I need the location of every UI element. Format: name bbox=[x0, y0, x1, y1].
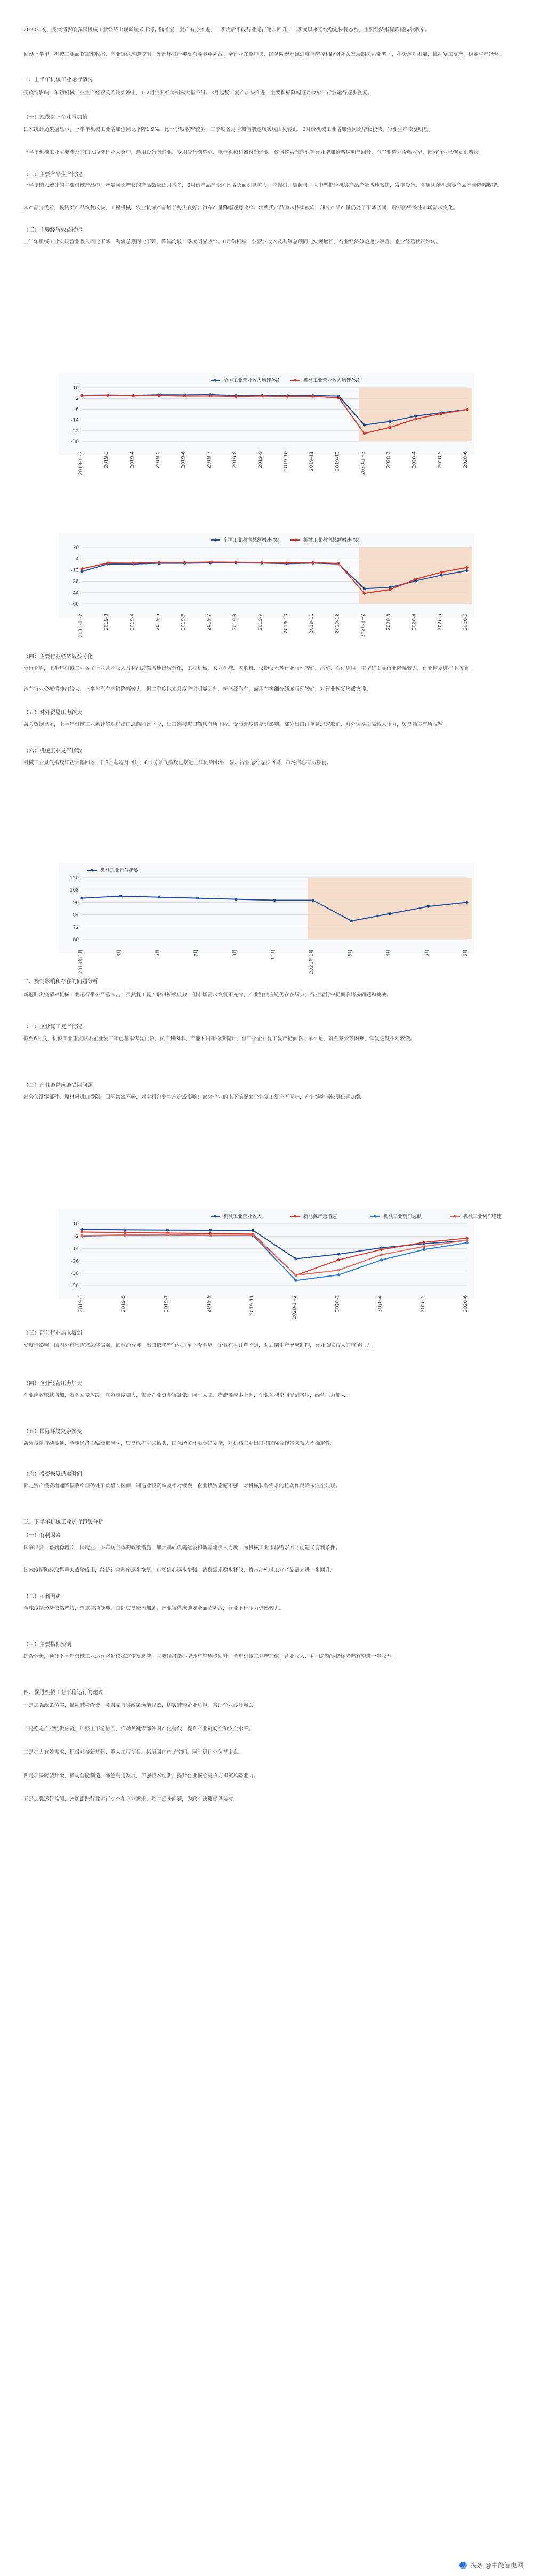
data-point bbox=[465, 1239, 468, 1241]
data-point bbox=[235, 898, 237, 901]
legend-label: 全国工业营业收入增速(%) bbox=[223, 378, 280, 383]
data-point bbox=[252, 1229, 254, 1232]
x-tick-label: 2020-6 bbox=[463, 614, 469, 631]
data-point bbox=[158, 896, 160, 898]
y-tick-label: -12 bbox=[71, 568, 79, 574]
data-point bbox=[158, 561, 160, 563]
paragraph: 四是加快转型升级，推动智能制造、绿色制造发展，加强技术创新，提升行业核心竞争力和抗风险能力。 bbox=[23, 1773, 259, 1779]
data-point bbox=[196, 897, 199, 899]
data-point bbox=[286, 395, 288, 398]
data-point bbox=[423, 1241, 425, 1244]
paragraph: 五是加强运行监测，密切跟踪行业运行动态和企业诉求，及时反映问题，为政府决策提供参考。 bbox=[23, 1796, 238, 1802]
data-point bbox=[166, 1229, 169, 1231]
paragraph: 分行业看，上半年机械工业各子行业营业收入及利润总额增速出现分化，工程机械、农业机械、内燃机、仪器仪表等行业表现较好，汽车、石化通用、重型矿山等行业降幅较大，行业恢复进程不均衡。 bbox=[23, 666, 474, 672]
data-point bbox=[235, 395, 237, 398]
x-tick-label: 2020-5 bbox=[420, 1295, 426, 1312]
x-tick-label: 2019-11 bbox=[249, 1295, 255, 1315]
legend-marker bbox=[214, 539, 217, 542]
data-point bbox=[389, 426, 391, 429]
legend-label: 机械工业营业收入 bbox=[223, 1214, 262, 1220]
x-tick-label: 2019-5 bbox=[155, 451, 161, 468]
section-heading: （一）有利因素 bbox=[23, 1533, 61, 1539]
paragraph: 海外疫情持续蔓延，全球经济面临衰退风险，贸易保护主义抬头，国际经贸环境更趋复杂，对机械工业出口和国际合作带来较大不确定性。 bbox=[23, 1441, 336, 1446]
chart-svg bbox=[59, 1209, 502, 1320]
section-heading: 三、下半年机械工业运行趋势分析 bbox=[23, 1519, 103, 1525]
paragraph: 受疫情影响，年初机械工业生产经营受到较大冲击，1-2月主要经济指标大幅下滑。3月起复工复产加快推进，主要指标降幅逐月收窄，行业运行逐步恢复。 bbox=[23, 90, 373, 96]
data-point bbox=[119, 895, 122, 897]
x-tick-label: 3月 bbox=[117, 949, 123, 957]
data-point bbox=[380, 1258, 383, 1261]
legend-marker bbox=[294, 539, 297, 542]
data-point bbox=[380, 1248, 383, 1251]
y-tick-label: -26 bbox=[71, 1258, 79, 1264]
paragraph: 新冠肺炎疫情对机械工业运行带来严重冲击，虽然复工复产取得积极成效，但市场需求恢复不充分、产业链供应链仍存在堵点，行业运行中仍面临诸多问题和挑战。 bbox=[23, 992, 392, 998]
x-tick-label: 2019-5 bbox=[121, 1295, 127, 1312]
section-heading: （五）国际环境复杂多变 bbox=[23, 1429, 82, 1435]
paragraph: 一是加强政策落实，推动减税降费、金融支持等政策落地见效，切实减轻企业负担，帮助企业渡过难关。 bbox=[23, 1703, 259, 1708]
x-tick-label: 2020-1~2 bbox=[360, 614, 366, 638]
data-point bbox=[337, 562, 340, 565]
data-point bbox=[414, 418, 417, 420]
data-point bbox=[80, 1228, 83, 1231]
x-tick-label: 2019-8 bbox=[232, 614, 238, 631]
y-tick-label: 10 bbox=[72, 1222, 79, 1227]
x-tick-label: 2019-8 bbox=[232, 451, 238, 468]
data-point bbox=[427, 905, 430, 908]
y-tick-label: 96 bbox=[72, 900, 79, 906]
x-tick-label: 2020年1月 bbox=[309, 949, 315, 974]
data-point bbox=[80, 1231, 83, 1233]
chart-3 bbox=[59, 1209, 502, 1320]
x-tick-label: 2019-7 bbox=[164, 1295, 169, 1312]
x-tick-label: 3月 bbox=[348, 949, 353, 957]
data-point bbox=[440, 412, 442, 415]
legend-marker bbox=[214, 1215, 217, 1218]
paragraph: 全球疫情形势依然严峻，外需持续低迷，国际贸易摩擦加剧，产业链供应链安全面临挑战，行业下行压力仍然较大。 bbox=[23, 1606, 285, 1612]
y-tick-label: -60 bbox=[71, 602, 79, 607]
data-point bbox=[389, 588, 391, 591]
legend-label: 机械工业景气指数 bbox=[100, 868, 139, 873]
data-point bbox=[337, 1258, 340, 1261]
paragraph: 综合分析，预计下半年机械工业运行将延续稳定恢复态势，主要经济指标增速有望逐步回升，全年机械工业增加值、营业收入、利润总额等指标降幅有望进一步收窄。 bbox=[23, 1654, 397, 1659]
y-tick-label: -14 bbox=[71, 418, 79, 423]
legend-marker bbox=[294, 1215, 297, 1218]
highlight-band bbox=[359, 388, 472, 441]
x-tick-label: 2020-1~2 bbox=[292, 1295, 298, 1320]
data-point bbox=[465, 569, 468, 572]
highlight-band bbox=[359, 547, 472, 604]
y-tick-label: 60 bbox=[72, 937, 79, 943]
x-tick-label: 2019-12 bbox=[335, 451, 341, 471]
x-tick-label: 2019-10 bbox=[284, 614, 289, 634]
data-point bbox=[440, 574, 442, 576]
data-point bbox=[273, 899, 276, 902]
data-point bbox=[124, 1229, 126, 1231]
y-tick-label: -50 bbox=[71, 1283, 79, 1289]
x-tick-label: 2019-7 bbox=[206, 614, 212, 631]
chart-2 bbox=[59, 863, 474, 974]
x-tick-label: 2019-5 bbox=[155, 614, 161, 631]
data-point bbox=[209, 1229, 212, 1231]
paragraph: 部分关键零部件、原材料进口受阻，国际物流不畅，对主机企业生产造成影响；部分企业的上下游配套企业复工复产不同步，产业链协同恢复仍需加强。 bbox=[23, 1094, 366, 1100]
x-tick-label: 2019-11 bbox=[309, 451, 315, 471]
paragraph: 二是稳定产业链供应链，加强上下游协同，推动关键零部件国产化替代，提升产业链韧性和安全水平。 bbox=[23, 1726, 254, 1732]
x-tick-label: 2020-4 bbox=[411, 614, 417, 631]
section-heading: （二）主要产品生产情况 bbox=[23, 172, 82, 178]
paragraph: 企业应收账款增加，资金回笼放缓，融资难度加大，部分企业资金链紧张。同时人工、物流等成本上升，企业盈利空间受到挤压，经营压力加大。 bbox=[23, 1393, 351, 1399]
legend-marker bbox=[454, 1215, 457, 1218]
section-heading: （二）产业链供应链受阻问题 bbox=[23, 1083, 93, 1089]
data-point bbox=[80, 570, 83, 573]
data-point bbox=[260, 561, 263, 564]
data-point bbox=[166, 1233, 169, 1236]
x-tick-label: 2020-6 bbox=[463, 1295, 469, 1312]
data-point bbox=[423, 1245, 425, 1248]
data-point bbox=[363, 432, 366, 435]
section-heading: （六）投资恢复仍需时间 bbox=[23, 1471, 82, 1477]
data-point bbox=[107, 562, 109, 565]
data-point bbox=[132, 395, 135, 397]
x-tick-label: 2020-4 bbox=[377, 1295, 383, 1312]
y-tick-label: -28 bbox=[71, 579, 79, 585]
x-tick-label: 2020-4 bbox=[411, 451, 417, 468]
data-point bbox=[337, 396, 340, 399]
y-tick-label: -22 bbox=[71, 428, 79, 434]
data-point bbox=[286, 562, 288, 565]
section-heading: 四、促进机械工业平稳运行的建议 bbox=[23, 1690, 103, 1696]
x-tick-label: 2019-1~2 bbox=[78, 451, 84, 476]
y-tick-label: -14 bbox=[71, 1246, 79, 1252]
legend-marker bbox=[294, 379, 297, 382]
y-tick-label: -6 bbox=[74, 407, 79, 413]
data-point bbox=[337, 1273, 340, 1276]
x-tick-label: 2020-1~2 bbox=[360, 451, 366, 476]
x-tick-label: 2019-4 bbox=[130, 614, 135, 631]
x-tick-label: 2020-3 bbox=[386, 614, 392, 631]
data-point bbox=[337, 1269, 340, 1271]
data-point bbox=[465, 408, 468, 411]
paragraph: 截至6月底，机械工业重点联系企业复工率已基本恢复正常，员工到岗率、产能利用率稳步提升，但中小企业复工复产仍面临订单不足、资金紧张等困难，恢复速度相对较慢。 bbox=[23, 1036, 416, 1042]
data-point bbox=[380, 1253, 383, 1256]
data-point bbox=[363, 423, 366, 426]
paragraph: 三是扩大有效需求，积极对接新基建、重大工程项目，拓展国内市场空间，同时稳住外贸基本盘。 bbox=[23, 1749, 244, 1755]
legend-label: 机械工业利润总额 bbox=[383, 1214, 422, 1220]
x-tick-label: 2020-5 bbox=[437, 614, 443, 631]
chart-svg bbox=[59, 373, 474, 476]
paragraph: 汽车行业受疫情冲击较大，上半年汽车产销降幅较大，但二季度以来月度产销明显回升，新能源汽车、商用车等细分领域表现较好，对行业恢复形成支撑。 bbox=[23, 686, 372, 692]
x-tick-label: 2019-11 bbox=[309, 614, 315, 634]
x-tick-label: 5月 bbox=[424, 949, 430, 957]
data-point bbox=[124, 1233, 126, 1236]
y-tick-label: 2 bbox=[76, 396, 79, 402]
data-point bbox=[209, 395, 212, 397]
y-tick-label: 120 bbox=[69, 876, 79, 881]
data-point bbox=[414, 578, 417, 580]
data-point bbox=[124, 1231, 126, 1234]
chart-svg bbox=[59, 533, 474, 638]
data-point bbox=[363, 592, 366, 595]
legend-marker bbox=[91, 869, 94, 872]
section-heading: （五）对外贸易压力较大 bbox=[23, 710, 82, 716]
watermark-text: 头条 @中能智电网 bbox=[470, 2562, 523, 2569]
y-tick-label: -38 bbox=[71, 1271, 79, 1277]
legend-label: 全国工业利润总额增速(%) bbox=[223, 538, 280, 543]
x-tick-label: 6月 bbox=[463, 949, 469, 957]
section-heading: （四）企业经营压力加大 bbox=[23, 1381, 82, 1387]
highlight-band bbox=[308, 878, 472, 939]
y-tick-label: 72 bbox=[72, 925, 79, 930]
x-tick-label: 2019-3 bbox=[78, 1295, 84, 1312]
x-tick-label: 2020-6 bbox=[463, 451, 469, 468]
paragraph: 从产品分类看，投资类产品恢复较快，工程机械、农业机械产品增长势头良好；汽车产量降幅逐月收窄；消费类产品需求持续疲软，部分产品产量仍处于下降区间，后期仍需关注市场需求变化。 bbox=[23, 205, 458, 211]
paragraph: 上半年纳入统计的主要机械产品中，产量同比增长的产品数量逐月增多，6月份产品产量同比增长面明显扩大，挖掘机、装载机、大中型拖拉机等产品产量增速较快，发电设备、金属切削机床等产品产量降幅收窄。 bbox=[23, 183, 503, 189]
data-point bbox=[80, 1234, 83, 1237]
section-heading: 一、上半年机械工业运行情况 bbox=[23, 77, 93, 83]
y-tick-label: -30 bbox=[71, 439, 79, 445]
section-heading: （三）部分行业需求疲弱 bbox=[23, 1330, 82, 1336]
data-point bbox=[312, 561, 314, 564]
data-point bbox=[80, 897, 83, 899]
paragraph: 固定资产投资增速降幅收窄但仍处于负增长区间，制造业投资恢复相对缓慢，企业投资意愿不强，对机械装备需求的拉动作用尚未完全显现。 bbox=[23, 1483, 341, 1489]
y-tick-label: 84 bbox=[72, 912, 79, 918]
data-point bbox=[80, 395, 83, 397]
section-heading: （二）不利因素 bbox=[23, 1594, 61, 1600]
paragraph: 2020年初，受疫情影响我国机械工业经济出现断崖式下滑。随着复工复产有序推进，一季度后半段行业运行逐步回升，二季度以来延续稳定恢复态势，主要经济指标降幅持续收窄。 bbox=[23, 27, 431, 33]
data-point bbox=[158, 394, 160, 397]
x-tick-label: 2019-9 bbox=[206, 1295, 212, 1312]
data-point bbox=[235, 561, 237, 563]
legend-label: 机械工业利润总额增速(%) bbox=[303, 538, 360, 543]
data-point bbox=[465, 901, 468, 904]
data-point bbox=[440, 571, 442, 574]
data-point bbox=[423, 1248, 425, 1251]
chart-svg bbox=[59, 863, 474, 974]
legend-marker bbox=[214, 379, 217, 382]
watermark bbox=[459, 2561, 523, 2570]
data-point bbox=[107, 394, 109, 397]
data-point bbox=[389, 420, 391, 423]
paragraph: 国家出台一系列稳增长、保就业、保市场主体的政策措施，加大基础设施建设和新基建投入力度，为机械工业市场需求回升创造了有利条件。 bbox=[23, 1545, 341, 1551]
data-point bbox=[295, 1279, 297, 1282]
legend-label: 机械工业营业收入增速(%) bbox=[303, 378, 360, 383]
x-tick-label: 2019-9 bbox=[257, 614, 263, 631]
section-heading: （一）规模以上企业增加值 bbox=[23, 115, 87, 120]
section-heading: （三）主要经济效益指标 bbox=[23, 227, 82, 233]
section-heading: （四）主要行业经济效益分化 bbox=[23, 654, 93, 660]
x-tick-label: 9月 bbox=[232, 949, 238, 957]
data-point bbox=[312, 899, 314, 902]
x-tick-label: 5月 bbox=[155, 949, 161, 957]
data-point bbox=[295, 1274, 297, 1277]
data-point bbox=[80, 567, 83, 570]
legend-label: 新能源产量增速 bbox=[303, 1214, 337, 1220]
data-point bbox=[295, 1257, 297, 1260]
x-tick-label: 2019-6 bbox=[181, 614, 187, 631]
y-tick-label: 4 bbox=[76, 557, 79, 562]
x-tick-label: 2020-5 bbox=[437, 451, 443, 468]
x-tick-label: 11月 bbox=[271, 949, 276, 960]
x-tick-label: 2020-3 bbox=[386, 451, 392, 468]
paragraph: 上半年机械工业主要涉及的国民经济行业大类中，通用设备制造业、专用设备制造业、电气机械和器材制造业、仪器仪表制造业等行业增加值增速明显回升，汽车制造业降幅收窄，部分行业已恢复正增长。 bbox=[23, 150, 484, 156]
x-tick-label: 2019-12 bbox=[335, 614, 341, 634]
x-tick-label: 7月 bbox=[193, 949, 199, 957]
section-heading: 二、疫情影响和存在的问题分析 bbox=[23, 979, 98, 985]
paragraph: 上半年机械工业实现营业收入同比下降，利润总额同比下降，降幅均较一季度明显收窄。6月份机械工业营业收入及利润总额同比实现增长，行业经济效益逐步改善，企业经营状况好转。 bbox=[23, 239, 441, 245]
x-tick-label: 2019-3 bbox=[104, 614, 110, 631]
y-tick-label: 108 bbox=[69, 888, 79, 894]
data-point bbox=[183, 395, 186, 397]
data-point bbox=[132, 562, 135, 565]
data-point bbox=[350, 920, 353, 922]
x-tick-label: 2020-3 bbox=[335, 1295, 341, 1312]
x-tick-label: 2019-1~2 bbox=[78, 614, 84, 638]
x-tick-label: 2019-10 bbox=[284, 451, 289, 471]
x-tick-label: 2019-7 bbox=[206, 451, 212, 468]
data-point bbox=[209, 561, 212, 563]
data-point bbox=[183, 561, 186, 563]
x-tick-label: 4月 bbox=[386, 949, 392, 957]
paragraph: 海关数据显示，上半年机械工业累计实现进出口总额同比下降，出口额与进口额均有所下降。受海外疫情蔓延影响，部分出口订单延迟或取消，对外贸易面临较大压力，贸易顺差有所收窄。 bbox=[23, 722, 448, 727]
data-point bbox=[260, 395, 263, 397]
x-tick-label: 2019-4 bbox=[130, 451, 135, 468]
chart-1 bbox=[59, 533, 474, 638]
data-point bbox=[252, 1234, 254, 1237]
paragraph: 国内疫情防控取得重大战略成果，经济社会秩序逐步恢复，市场信心逐步增强，消费需求稳步释放，将带动机械工业产品需求进一步回升。 bbox=[23, 1567, 336, 1573]
paragraph: 受疫情影响，国内外市场需求总体偏弱，部分消费类、出口依赖型行业订单下降明显。企业在手订单不足，对后期生产形成制约，行业面临较大的市场压力。 bbox=[23, 1343, 376, 1348]
chart-0 bbox=[59, 373, 474, 476]
data-point bbox=[209, 1234, 212, 1237]
data-point bbox=[465, 566, 468, 569]
data-point bbox=[389, 912, 391, 915]
section-heading: （一）企业复工复产情况 bbox=[23, 1024, 82, 1030]
y-tick-label: -2 bbox=[74, 1234, 79, 1240]
y-tick-label: -44 bbox=[71, 590, 79, 596]
x-tick-label: 2019年1月 bbox=[78, 949, 84, 974]
paragraph: 国家统计局数据显示，上半年机械工业增加值同比下降1.9%，比一季度收窄较多，二季度各月增加值增速均实现由负转正，6月份机械工业增加值同比增长较快，行业生产恢复明显。 bbox=[23, 127, 434, 133]
x-tick-label: 2019-9 bbox=[257, 451, 263, 468]
legend-marker bbox=[374, 1215, 377, 1218]
paragraph: 机械工业景气指数年初大幅回落，自3月起逐月回升，6月份景气指数已接近上年同期水平，显示行业运行逐步回暖，市场信心有所恢复。 bbox=[23, 760, 332, 766]
paragraph: 回顾上半年，机械工业面临需求收缩、产业链供应链受阻、外部环境严峻复杂等多重挑战。全行业在党中央、国务院统筹推进疫情防控和经济社会发展的决策部署下，积极应对困难，推动复工复产、稳定生产经营。 bbox=[23, 52, 504, 58]
data-point bbox=[363, 587, 366, 590]
publisher-logo-icon bbox=[459, 2562, 467, 2569]
data-point bbox=[465, 1241, 468, 1244]
x-tick-label: 2019-3 bbox=[104, 451, 110, 468]
data-point bbox=[414, 415, 417, 418]
section-heading: （三）主要指标预测 bbox=[23, 1642, 71, 1648]
data-point bbox=[312, 395, 314, 398]
y-tick-label: 10 bbox=[72, 386, 79, 391]
x-tick-label: 2019-6 bbox=[181, 451, 187, 468]
data-point bbox=[337, 1253, 340, 1255]
legend-label: 机械工业利润增速 bbox=[463, 1214, 502, 1220]
y-tick-label: 20 bbox=[72, 545, 79, 551]
section-heading: （六）机械工业景气指数 bbox=[23, 748, 82, 754]
